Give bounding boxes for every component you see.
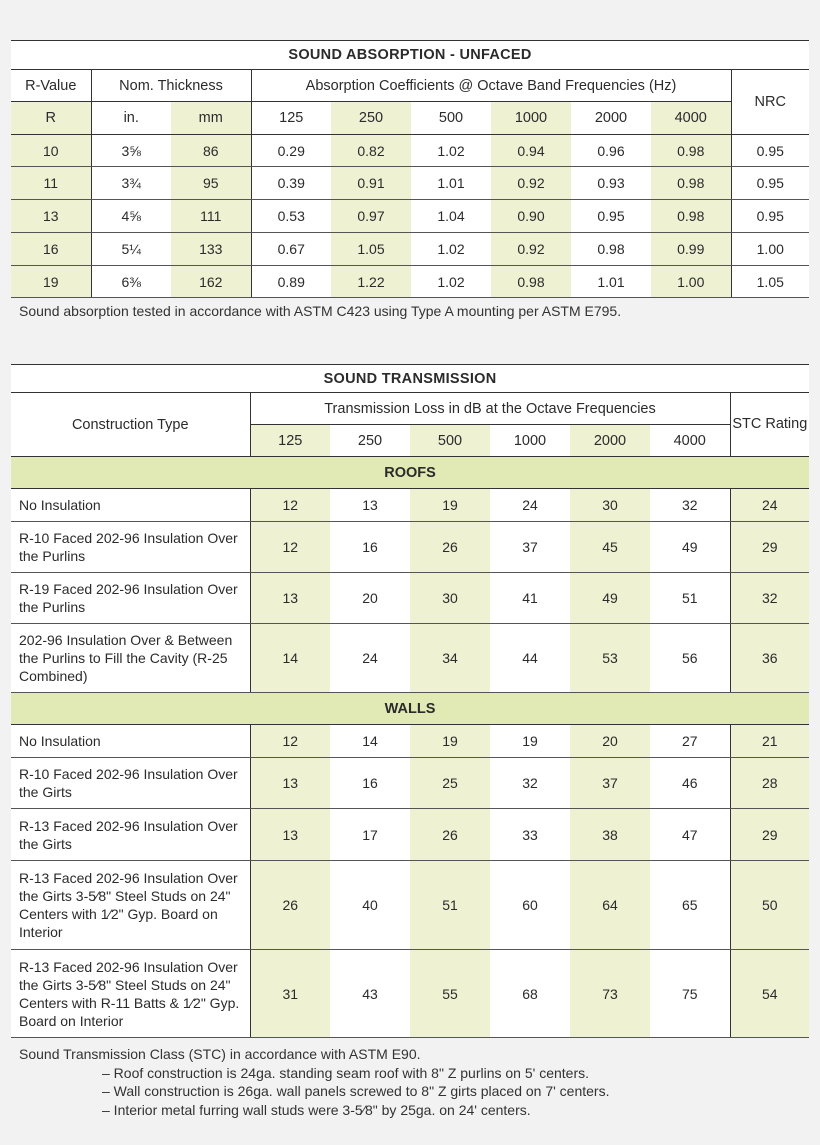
construction-type: R-13 Faced 202-96 Insulation Over the Girts 3-5⁄8" Steel Studs on 24" Centers with R-11 Batts & 1⁄2" Gyp. Board on Interior	[11, 950, 250, 1038]
coeff-2000: 1.01	[571, 266, 651, 298]
table-row	[11, 861, 809, 950]
coeff-125: 0.39	[251, 167, 331, 200]
loss-500: 30	[410, 573, 490, 624]
loss-500: 51	[410, 861, 490, 950]
loss-2000: 53	[570, 624, 650, 693]
stc-value: 29	[730, 809, 809, 861]
wall-construction-note: – Wall construction is 26ga. wall panels screwed to 8" Z girts placed on 7' centers.	[102, 1083, 610, 1099]
loss-250: 13	[330, 489, 410, 522]
coeff-2000: 0.95	[571, 200, 651, 233]
loss-250: 14	[330, 725, 410, 758]
nrc-value: 1.05	[731, 266, 809, 298]
header-mm-unit: mm	[171, 102, 251, 135]
table-row	[11, 950, 809, 1038]
header-stc-rating: STC Rating	[730, 393, 809, 457]
table-row	[11, 573, 809, 624]
construction-type: No Insulation	[11, 725, 250, 758]
construction-type: 202-96 Insulation Over & Between the Purlins to Fill the Cavity (R-25 Combined)	[11, 624, 250, 693]
absorption-title: SOUND ABSORPTION - UNFACED	[11, 41, 809, 70]
construction-type: R-10 Faced 202-96 Insulation Over the Girts	[11, 758, 250, 809]
table-row	[11, 266, 809, 298]
loss-1000: 37	[490, 522, 570, 573]
coeff-250: 1.05	[331, 233, 411, 266]
table-row	[11, 135, 809, 167]
loss-1000: 33	[490, 809, 570, 861]
loss-250: 16	[330, 522, 410, 573]
header-r-unit: R	[11, 102, 91, 135]
loss-250: 24	[330, 624, 410, 693]
coeff-500: 1.04	[411, 200, 491, 233]
header-construction-type: Construction Type	[11, 393, 250, 457]
thickness-mm: 133	[171, 233, 251, 266]
coeff-4000: 0.98	[651, 167, 731, 200]
r-value: 16	[11, 233, 91, 266]
loss-250: 17	[330, 809, 410, 861]
thickness-mm: 162	[171, 266, 251, 298]
loss-4000: 47	[650, 809, 730, 861]
loss-250: 16	[330, 758, 410, 809]
loss-2000: 38	[570, 809, 650, 861]
thickness-mm: 86	[171, 135, 251, 167]
coeff-4000: 0.98	[651, 135, 731, 167]
thickness-mm: 95	[171, 167, 251, 200]
table-row	[11, 809, 809, 861]
table-row	[11, 522, 809, 573]
stc-value: 36	[730, 624, 809, 693]
loss-125: 12	[250, 489, 330, 522]
thickness-in: 4⅝	[91, 200, 171, 233]
header-freq-1000: 1000	[490, 425, 570, 457]
loss-2000: 45	[570, 522, 650, 573]
loss-2000: 37	[570, 758, 650, 809]
loss-4000: 32	[650, 489, 730, 522]
loss-1000: 19	[490, 725, 570, 758]
absorption-rows	[11, 135, 809, 298]
loss-500: 25	[410, 758, 490, 809]
table-row	[11, 167, 809, 200]
stc-value: 24	[730, 489, 809, 522]
coeff-500: 1.02	[411, 266, 491, 298]
loss-2000: 73	[570, 950, 650, 1038]
loss-4000: 56	[650, 624, 730, 693]
coeff-1000: 0.92	[491, 167, 571, 200]
nrc-value: 0.95	[731, 135, 809, 167]
stc-value: 50	[730, 861, 809, 950]
loss-1000: 68	[490, 950, 570, 1038]
header-freq-500: 500	[410, 425, 490, 457]
header-freq-1000: 1000	[491, 102, 571, 135]
loss-125: 14	[250, 624, 330, 693]
loss-250: 20	[330, 573, 410, 624]
coeff-4000: 1.00	[651, 266, 731, 298]
loss-250: 40	[330, 861, 410, 950]
roof-construction-note: – Roof construction is 24ga. standing seam roof with 8" Z purlins on 5' centers.	[102, 1064, 590, 1081]
coeff-2000: 0.98	[571, 233, 651, 266]
header-freq-2000: 2000	[570, 425, 650, 457]
coeff-250: 0.91	[331, 167, 411, 200]
stc-value: 32	[730, 573, 809, 624]
stc-value: 28	[730, 758, 809, 809]
coeff-250: 1.22	[331, 266, 411, 298]
transmission-title: SOUND TRANSMISSION	[11, 365, 809, 393]
thickness-in: 3¾	[91, 167, 171, 200]
construction-type: No Insulation	[11, 489, 250, 522]
loss-250: 43	[330, 950, 410, 1038]
section-walls	[11, 693, 809, 725]
loss-125: 13	[250, 758, 330, 809]
header-freq-500: 500	[411, 102, 491, 135]
loss-1000: 60	[490, 861, 570, 950]
coeff-2000: 0.93	[571, 167, 651, 200]
section-walls-label: WALLS	[11, 693, 809, 725]
thickness-mm: 111	[171, 200, 251, 233]
loss-4000: 75	[650, 950, 730, 1038]
table-row	[11, 725, 809, 758]
header-nrc: NRC	[731, 70, 809, 135]
loss-1000: 44	[490, 624, 570, 693]
section-roofs-label: ROOFS	[11, 457, 809, 489]
coeff-500: 1.02	[411, 233, 491, 266]
nrc-value: 0.95	[731, 167, 809, 200]
header-freq-125: 125	[251, 102, 331, 135]
loss-1000: 24	[490, 489, 570, 522]
coeff-1000: 0.90	[491, 200, 571, 233]
nrc-value: 1.00	[731, 233, 809, 266]
r-value: 11	[11, 167, 91, 200]
loss-500: 26	[410, 809, 490, 861]
thickness-in: 6⅜	[91, 266, 171, 298]
table-row	[11, 233, 809, 266]
coeff-1000: 0.94	[491, 135, 571, 167]
loss-500: 34	[410, 624, 490, 693]
loss-2000: 49	[570, 573, 650, 624]
section-roofs	[11, 457, 809, 489]
header-freq-4000: 4000	[650, 425, 730, 457]
stc-value: 21	[730, 725, 809, 758]
loss-500: 19	[410, 725, 490, 758]
coeff-125: 0.29	[251, 135, 331, 167]
loss-4000: 46	[650, 758, 730, 809]
loss-1000: 32	[490, 758, 570, 809]
coeff-250: 0.97	[331, 200, 411, 233]
coeff-125: 0.53	[251, 200, 331, 233]
sound-transmission-table	[11, 364, 809, 1038]
loss-2000: 30	[570, 489, 650, 522]
nrc-value: 0.95	[731, 200, 809, 233]
r-value: 19	[11, 266, 91, 298]
loss-500: 19	[410, 489, 490, 522]
thickness-in: 3⅝	[91, 135, 171, 167]
furring-studs-note: – Interior metal furring wall studs were 3-5⁄8" by 25ga. on 24' centers.	[102, 1101, 531, 1118]
coeff-4000: 0.98	[651, 200, 731, 233]
construction-type: R-13 Faced 202-96 Insulation Over the Girts	[11, 809, 250, 861]
header-freq-125: 125	[250, 425, 330, 457]
header-nom-thickness: Nom. Thickness	[91, 70, 251, 102]
loss-500: 26	[410, 522, 490, 573]
loss-4000: 65	[650, 861, 730, 950]
coeff-1000: 0.92	[491, 233, 571, 266]
r-value: 10	[11, 135, 91, 167]
coeff-2000: 0.96	[571, 135, 651, 167]
loss-2000: 20	[570, 725, 650, 758]
header-in-unit: in.	[91, 102, 171, 135]
loss-125: 12	[250, 522, 330, 573]
coeff-4000: 0.99	[651, 233, 731, 266]
header-freq-250: 250	[330, 425, 410, 457]
coeff-1000: 0.98	[491, 266, 571, 298]
header-transmission-loss: Transmission Loss in dB at the Octave Frequencies	[250, 393, 730, 425]
construction-type: R-13 Faced 202-96 Insulation Over the Girts 3-5⁄8" Steel Studs on 24" Centers with 1⁄2" Gyp. Board on Interior	[11, 861, 250, 950]
loss-125: 12	[250, 725, 330, 758]
loss-2000: 64	[570, 861, 650, 950]
table-row	[11, 200, 809, 233]
coeff-125: 0.67	[251, 233, 331, 266]
loss-4000: 51	[650, 573, 730, 624]
header-freq-2000: 2000	[571, 102, 651, 135]
coeff-125: 0.89	[251, 266, 331, 298]
loss-4000: 49	[650, 522, 730, 573]
loss-125: 13	[250, 573, 330, 624]
header-absorption-coefficients: Absorption Coefficients @ Octave Band Frequencies (Hz)	[251, 70, 731, 102]
construction-type: R-10 Faced 202-96 Insulation Over the Purlins	[11, 522, 250, 573]
header-r-value: R-Value	[11, 70, 91, 102]
loss-125: 26	[250, 861, 330, 950]
absorption-footnote: Sound absorption tested in accordance with ASTM C423 using Type A mounting per ASTM E795.	[19, 303, 622, 319]
sound-absorption-table	[11, 40, 809, 298]
stc-value: 29	[730, 522, 809, 573]
table-row	[11, 758, 809, 809]
coeff-500: 1.02	[411, 135, 491, 167]
header-freq-250: 250	[331, 102, 411, 135]
loss-1000: 41	[490, 573, 570, 624]
table-row	[11, 489, 809, 522]
coeff-250: 0.82	[331, 135, 411, 167]
stc-value: 54	[730, 950, 809, 1038]
construction-type: R-19 Faced 202-96 Insulation Over the Purlins	[11, 573, 250, 624]
table-row	[11, 624, 809, 693]
loss-500: 55	[410, 950, 490, 1038]
transmission-footnote	[19, 1045, 609, 1119]
header-freq-4000: 4000	[651, 102, 731, 135]
loss-4000: 27	[650, 725, 730, 758]
loss-125: 31	[250, 950, 330, 1038]
loss-125: 13	[250, 809, 330, 861]
stc-note: Sound Transmission Class (STC) in accordance with ASTM E90.	[19, 1046, 421, 1062]
thickness-in: 5¼	[91, 233, 171, 266]
coeff-500: 1.01	[411, 167, 491, 200]
r-value: 13	[11, 200, 91, 233]
